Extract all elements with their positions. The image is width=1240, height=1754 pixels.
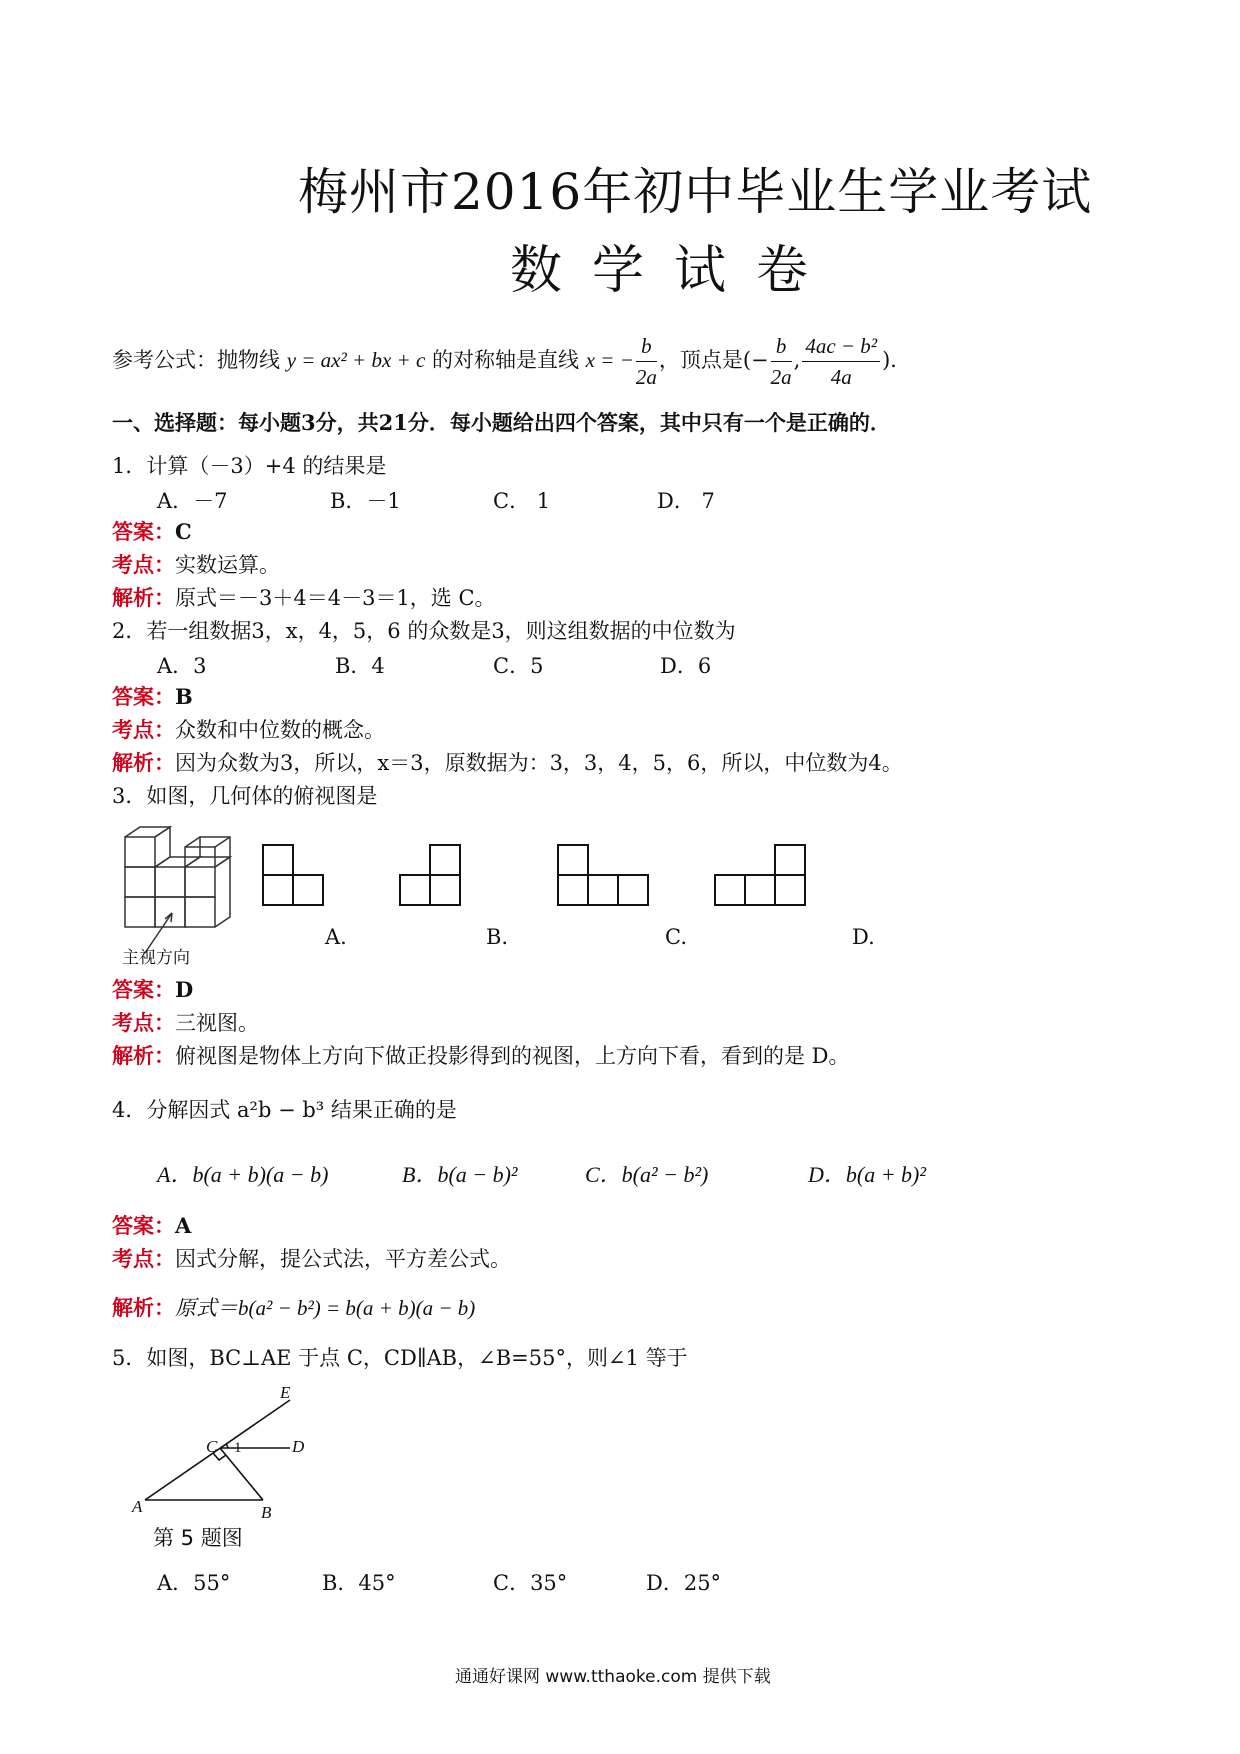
formula-mid: 的对称轴是直线 — [431, 348, 579, 372]
line-ae — [145, 1400, 290, 1500]
formula-axis-fraction — [636, 331, 657, 392]
option-b-view — [400, 845, 460, 905]
analysis-label: 解析： — [112, 1295, 175, 1320]
q2-point-text: 众数和中位数的概念。 — [175, 718, 385, 742]
q2-answer — [112, 683, 193, 711]
q4-option-d: D．b(a + b)² — [808, 1162, 926, 1187]
formula-vertex-label: ，顶点是(− — [658, 348, 769, 372]
q3-point — [112, 1009, 259, 1037]
option-a-view — [263, 845, 323, 905]
q3-option-b: B. — [486, 925, 509, 949]
formula-comma: , — [793, 348, 801, 372]
q4-option-a: A．b(a + b)(a − b) — [157, 1162, 329, 1187]
q4-option-c: C．b(a² − b²) — [585, 1162, 709, 1187]
vertex-x-numerator: b — [771, 331, 792, 362]
q5-option-d: D．25° — [646, 1571, 722, 1595]
answer-label: 答案： — [112, 977, 175, 1002]
vertex-y-numerator: 4ac − b² — [802, 331, 880, 362]
label-b: B — [261, 1503, 272, 1522]
option-c-view — [558, 845, 648, 905]
label-c: C — [206, 1437, 218, 1456]
q1-option-d: D． 7 — [657, 489, 715, 513]
q5-option-c: C．35° — [493, 1571, 568, 1595]
point-label: 考点： — [112, 717, 175, 742]
vertex-x-fraction — [771, 331, 792, 392]
reference-formula — [112, 330, 911, 392]
q3-analysis-text: 俯视图是物体上方向下做正投影得到的视图，上方向下看，看到的是 D。 — [175, 1044, 850, 1068]
q1-option-a: A．－7 — [157, 489, 228, 513]
point-label: 考点： — [112, 1246, 175, 1271]
q5-option-b: B．45° — [322, 1571, 396, 1595]
q4-answer — [112, 1212, 191, 1240]
q3-answer-value: D — [175, 977, 194, 1002]
q2-stem: 2．若一组数据3，x，4，5，6 的众数是3，则这组数据的中位数为 — [112, 619, 736, 643]
q4-analysis — [112, 1294, 475, 1322]
q3-stem: 3．如图，几何体的俯视图是 — [112, 784, 378, 808]
q3-point-text: 三视图。 — [175, 1011, 259, 1035]
q4-answer-value: A — [175, 1213, 192, 1238]
q1-point-text: 实数运算。 — [175, 553, 280, 577]
q2-analysis-text: 因为众数为3，所以，x＝3，原数据为：3，3，4，5，6，所以，中位数为4。 — [175, 751, 903, 775]
q1-option-b: B．－1 — [330, 489, 401, 513]
line-bc — [220, 1448, 263, 1500]
q1-option-c: C． 1 — [493, 489, 551, 513]
q3-option-c: C. — [665, 925, 687, 949]
analysis-label: 解析： — [112, 1043, 175, 1068]
q2-option-b: B．4 — [335, 654, 385, 678]
q2-answer-value: B — [175, 684, 193, 709]
point-label: 考点： — [112, 1010, 175, 1035]
q1-analysis — [112, 584, 496, 612]
vertex-x-denominator: 2a — [770, 365, 792, 389]
q4-analysis-text: 原式＝b(a² − b²) = b(a + b)(a − b) — [175, 1296, 476, 1320]
q3-option-a: A. — [325, 925, 347, 949]
page-title: 梅州市2016年初中毕业生学业考试 — [298, 163, 1093, 221]
point-label: 考点： — [112, 552, 175, 577]
axis-denominator: 2a — [635, 365, 657, 389]
q4-point — [112, 1245, 511, 1273]
footer-source: 通通好课网 www.tthaoke.com 提供下载 — [455, 1667, 771, 1687]
vertex-y-fraction — [802, 331, 880, 392]
q5-figure — [120, 1382, 360, 1532]
q3-answer — [112, 976, 193, 1004]
q2-option-a: A．3 — [157, 654, 207, 678]
q2-option-c: C．5 — [493, 654, 544, 678]
q3-option-d: D. — [852, 925, 875, 949]
section-heading: 一、选择题：每小题3分，共21分．每小题给出四个答案，其中只有一个是正确的． — [112, 410, 891, 435]
q5-option-a: A．55° — [157, 1571, 231, 1595]
q1-stem: 1．计算（－3）+4 的结果是 — [112, 454, 387, 478]
q5-figure-caption: 第 5 题图 — [153, 1526, 243, 1550]
q2-point — [112, 716, 385, 744]
q1-answer — [112, 518, 192, 546]
page-subtitle: 数学试卷 — [510, 241, 839, 301]
formula-axis-lhs: x = − — [585, 348, 634, 372]
q1-answer-value: C — [175, 519, 192, 544]
vertex-y-denominator: 4a — [830, 365, 852, 389]
formula-parabola: y = ax² + bx + c — [286, 348, 426, 372]
q1-point — [112, 551, 280, 579]
q2-option-d: D．6 — [660, 654, 712, 678]
q3-figure — [110, 825, 910, 965]
formula-prefix: 参考公式：抛物线 — [112, 348, 280, 372]
formula-end: )． — [882, 348, 912, 372]
label-d: D — [292, 1437, 305, 1456]
axis-numerator: b — [636, 331, 657, 362]
analysis-label: 解析： — [112, 750, 175, 775]
answer-label: 答案： — [112, 1213, 175, 1238]
label-angle-1: 1 — [234, 1440, 242, 1456]
q2-analysis — [112, 749, 903, 777]
q3-analysis — [112, 1042, 850, 1070]
q3-figure-caption: 主视方向 — [122, 948, 190, 968]
q1-analysis-text: 原式＝－3＋4＝4－3＝1，选 C。 — [175, 586, 496, 610]
q4-point-text: 因式分解，提公式法，平方差公式。 — [175, 1247, 511, 1271]
solid-figure — [125, 827, 230, 953]
option-d-view — [715, 845, 805, 905]
q4-option-b: B．b(a − b)² — [402, 1162, 518, 1187]
label-a: A — [132, 1497, 143, 1516]
q4-stem: 4．分解因式 a²b − b³ 结果正确的是 — [112, 1098, 457, 1122]
q5-stem: 5．如图，BC⊥AE 于点 C，CD∥AB，∠B=55°，则∠1 等于 — [112, 1346, 688, 1370]
answer-label: 答案： — [112, 519, 175, 544]
answer-label: 答案： — [112, 684, 175, 709]
label-e: E — [280, 1383, 291, 1402]
analysis-label: 解析： — [112, 585, 175, 610]
